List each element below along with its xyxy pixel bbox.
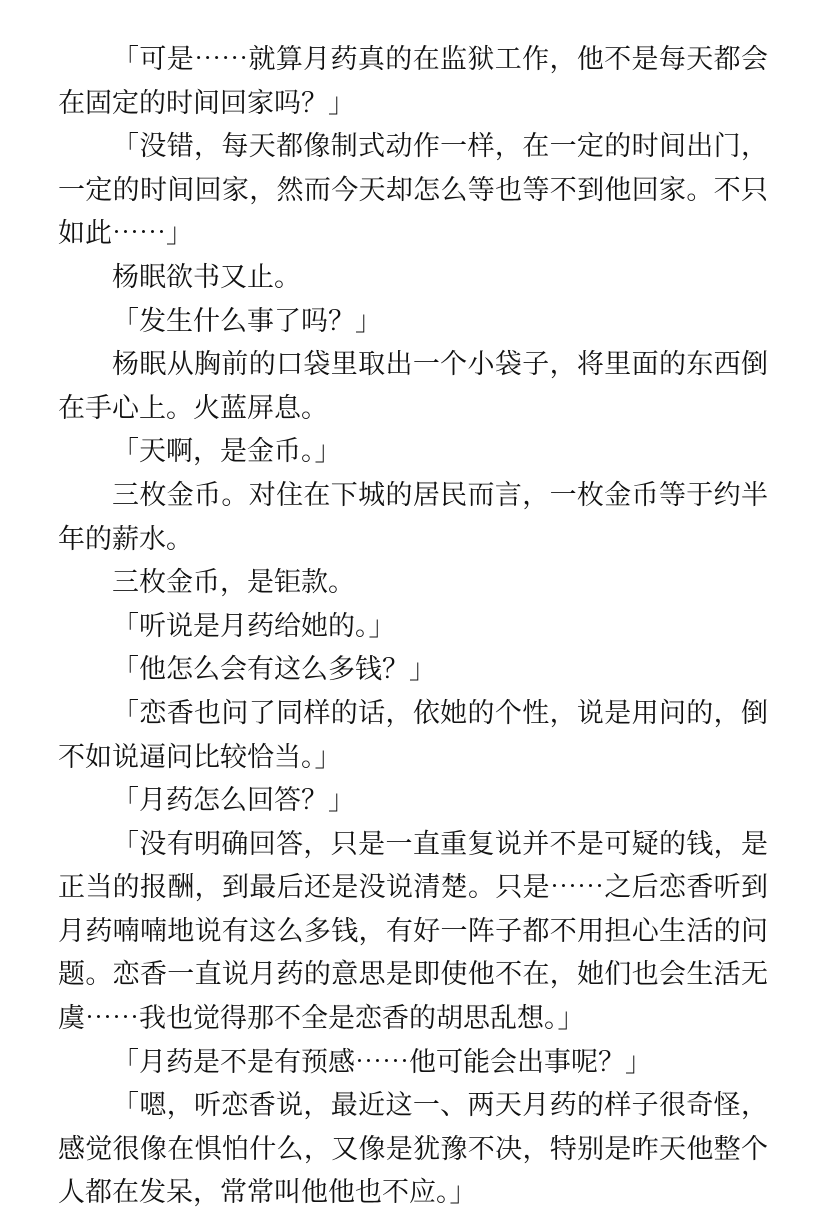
paragraph: 杨眠从胸前的口袋里取出一个小袋子，将里面的东西倒在手心上。火蓝屏息。 (58, 349, 768, 424)
paragraph: 「发生什么事了吗？」 (112, 305, 382, 337)
paragraph: 「月药怎么回答？」 (112, 785, 355, 817)
paragraph: 「没错，每天都像制式动作一样，在一定的时间出门，一定的时间回家，然而今天却怎么等也等不到他回家。不只如此⋯⋯」 (58, 131, 768, 250)
paragraph: 「嗯，听恋香说，最近这一、两天月药的样子很奇怪，感觉很像在惧怕什么，又像是犹豫不决，特别是昨天他整个人都在发呆，常常叫他他也不应。」 (58, 1090, 768, 1209)
paragraph: 「恋香也问了同样的话，依她的个性，说是用问的，倒不如说逼问比较恰当。」 (58, 697, 768, 773)
paragraph: 三枚金币。对住在下城的居民而言，一枚金币等于约半年的薪水。 (58, 479, 768, 555)
paragraph: 「他怎么会有这么多钱？」 (112, 654, 436, 686)
paragraph: 「月药是不是有预感⋯⋯他可能会出事呢？」 (112, 1046, 652, 1078)
paragraph: 三枚金币，是钜款。 (112, 567, 355, 599)
paragraph: 「天啊，是金币。」 (112, 436, 342, 468)
paragraph: 「可是⋯⋯就算月药真的在监狱工作，他不是每天都会在固定的时间回家吗？」 (58, 44, 768, 119)
paragraph: 「没有明确回答，只是一直重复说并不是可疑的钱，是正当的报酬，到最后还是没说清楚。只是⋯⋯之后恋香听到月药喃喃地说有这么多钱，有好一阵子都不用担心生活的问题。恋香一直说月药的意思是即使他不在，她们也会生活无虞⋯⋯我也觉得那不全是恋香的胡思乱想。」 (58, 828, 768, 1035)
paragraph: 杨眠欲书又止。 (112, 261, 301, 293)
paragraph: 「听说是月药给她的。」 (112, 610, 396, 642)
